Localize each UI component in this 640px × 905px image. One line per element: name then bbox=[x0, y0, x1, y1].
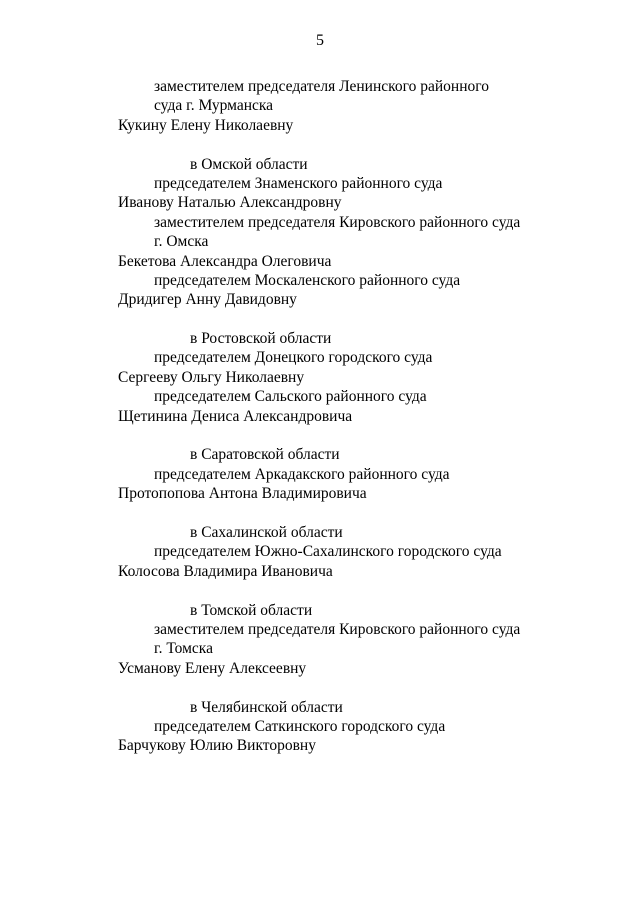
person-name: Щетинина Дениса Александровича bbox=[118, 407, 353, 425]
position-line: г. Томска bbox=[154, 640, 213, 658]
position-line: суда г. Мурманска bbox=[154, 97, 274, 115]
person-name: Протопопова Антона Владимировича bbox=[118, 485, 367, 503]
position-line: г. Омска bbox=[154, 233, 209, 251]
blank-line bbox=[0, 581, 640, 600]
position-line: председателем Москаленского районного суда bbox=[154, 271, 461, 289]
person-name: Колосова Владимира Ивановича bbox=[118, 562, 333, 580]
region-heading: в Омской области bbox=[190, 155, 308, 173]
person-name: Кукину Елену Николаевну bbox=[118, 116, 294, 134]
person-name: Иванову Наталью Александровну bbox=[118, 194, 342, 212]
blank-line bbox=[0, 504, 640, 523]
region-heading: в Ростовской области bbox=[190, 330, 332, 348]
region-heading: в Сахалинской области bbox=[190, 523, 343, 541]
person-name: Сергееву Ольгу Николаевну bbox=[118, 368, 305, 386]
position-line: заместителем председателя Кировского районного суда bbox=[154, 620, 521, 638]
person-name: Усманову Елену Алексеевну bbox=[118, 659, 307, 677]
position-line: председателем Донецкого городского суда bbox=[154, 349, 433, 367]
person-name: Дридигер Анну Давидовну bbox=[118, 291, 297, 309]
position-line: заместителем председателя Ленинского районного bbox=[154, 78, 489, 95]
blank-line bbox=[0, 135, 640, 154]
position-line: председателем Знаменского районного суда bbox=[154, 174, 443, 192]
position-line: председателем Южно-Сахалинского городского суда bbox=[154, 543, 502, 561]
blank-line bbox=[0, 310, 640, 329]
position-line: заместителем председателя Кировского районного суда bbox=[154, 213, 521, 231]
blank-line bbox=[0, 678, 640, 697]
region-heading: в Челябинской области bbox=[190, 698, 343, 716]
region-heading: в Томской области bbox=[190, 601, 313, 619]
region-heading: в Саратовской области bbox=[190, 446, 340, 464]
blank-line bbox=[0, 426, 640, 445]
page-number: 5 bbox=[316, 32, 324, 49]
person-name: Бекетова Александра Олеговича bbox=[118, 252, 332, 270]
position-line: председателем Саткинского городского суда bbox=[154, 717, 446, 735]
position-line: председателем Сальского районного суда bbox=[154, 388, 427, 406]
person-name: Барчукову Юлию Викторовну bbox=[118, 737, 316, 755]
position-line: председателем Аркадакского районного суда bbox=[154, 465, 450, 483]
document-body bbox=[0, 77, 640, 756]
